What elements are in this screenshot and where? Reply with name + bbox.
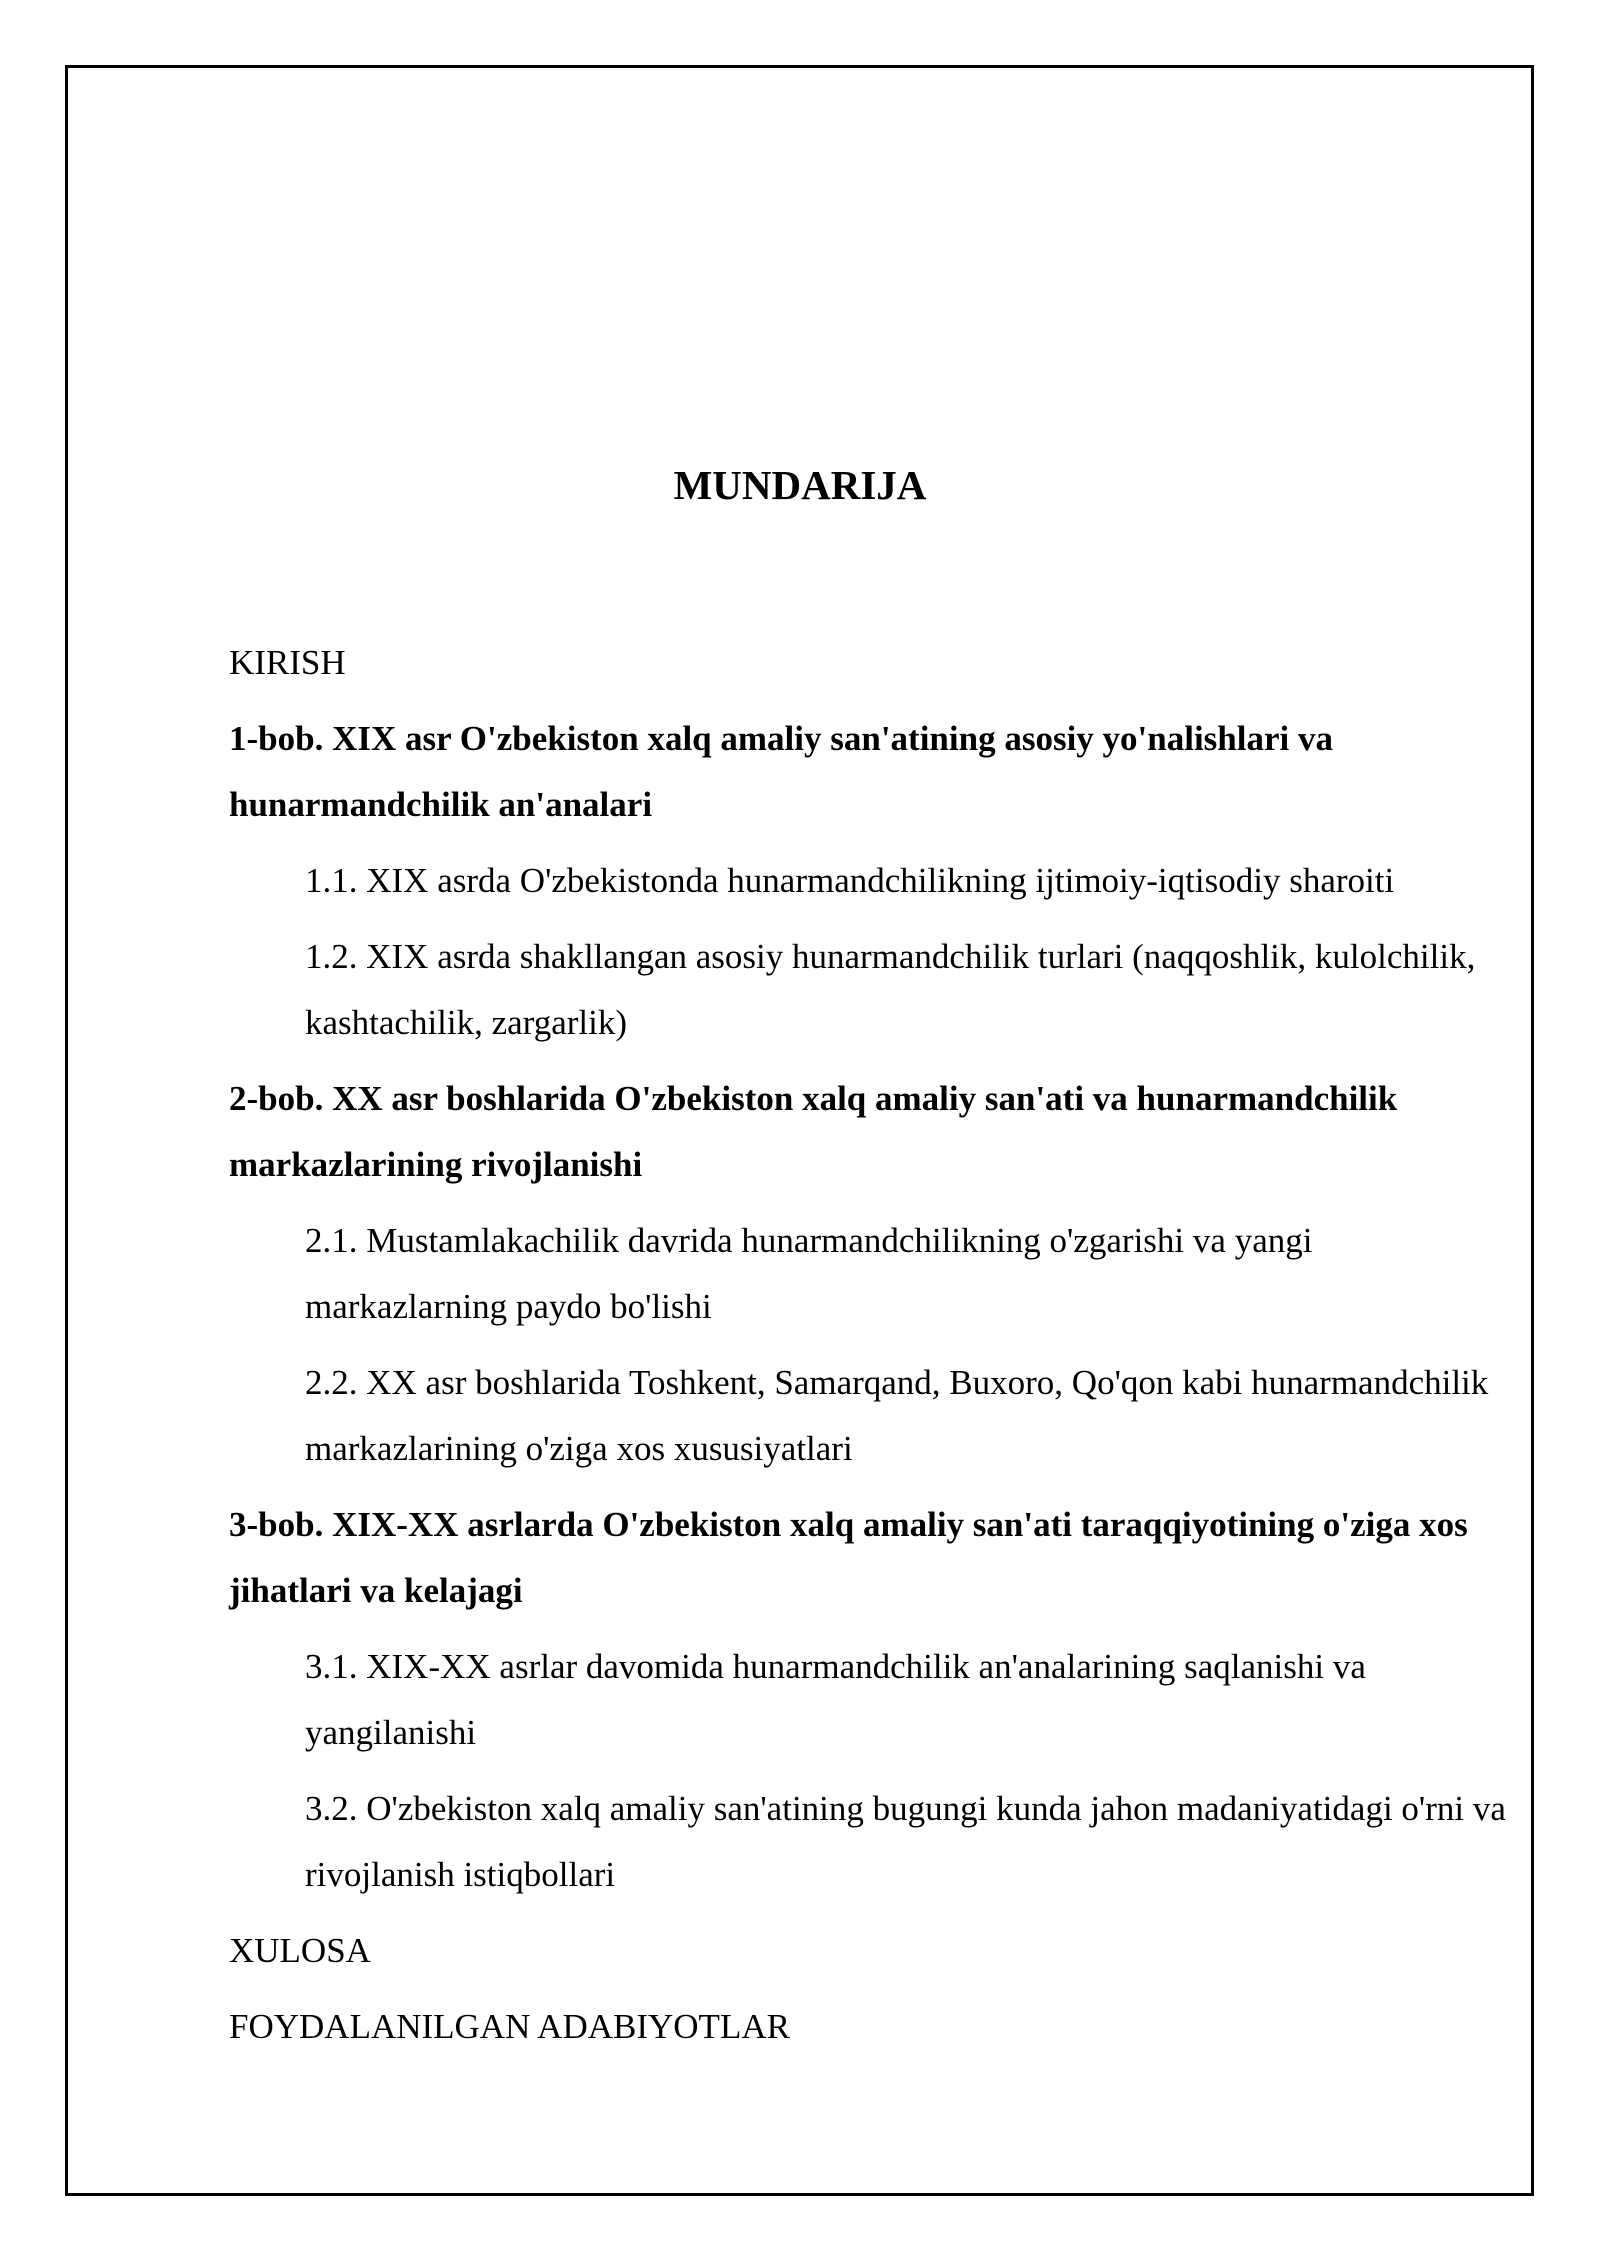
toc-chapter-1: 1-bob. XIX asr O'zbekiston xalq amaliy san'atining asosiy yo'nalishlari va hunarmandchilik an'analari: [229, 719, 1334, 824]
toc-entry-conclusion: XULOSA: [229, 1931, 371, 1970]
toc-section-2-1: 2.1. Mustamlakachilik davrida hunarmandchilikning o'zgarishi va yangi markazlarning paydo bo'lishi: [305, 1221, 1313, 1326]
toc-entry-references: FOYDALANILGAN ADABIYOTLAR: [229, 2007, 790, 2046]
toc-entry-introduction: KIRISH: [229, 643, 346, 682]
toc-title: MUNDARIJA: [673, 462, 927, 508]
toc-section-1-2: 1.2. XIX asrda shakllangan asosiy hunarmandchilik turlari (naqqoshlik, kulolchilik, kashtachilik, zargarlik): [305, 937, 1476, 1042]
toc-chapter-2: 2-bob. XX asr boshlarida O'zbekiston xalq amaliy san'ati va hunarmandchilik markazlarining rivojlanishi: [229, 1079, 1398, 1184]
toc-section-1-1: 1.1. XIX asrda O'zbekistonda hunarmandchilikning ijtimoiy-iqtisodiy sharoiti: [305, 861, 1395, 900]
toc-section-3-1: 3.1. XIX-XX asrlar davomida hunarmandchilik an'analarining saqlanishi va yangilanishi: [305, 1647, 1366, 1752]
table-of-contents: [229, 630, 1509, 2070]
toc-section-3-2: 3.2. O'zbekiston xalq amaliy san'atining bugungi kunda jahon madaniyatidagi o'rni va rivojlanish istiqbollari: [305, 1789, 1506, 1894]
toc-section-2-2: 2.2. XX asr boshlarida Toshkent, Samarqand, Buxoro, Qo'qon kabi hunarmandchilik markazlarining o'ziga xos xususiyatlari: [305, 1363, 1489, 1468]
toc-chapter-3: 3-bob. XIX-XX asrlarda O'zbekiston xalq amaliy san'ati taraqqiyotining o'ziga xos jihatlari va kelajagi: [229, 1505, 1468, 1610]
